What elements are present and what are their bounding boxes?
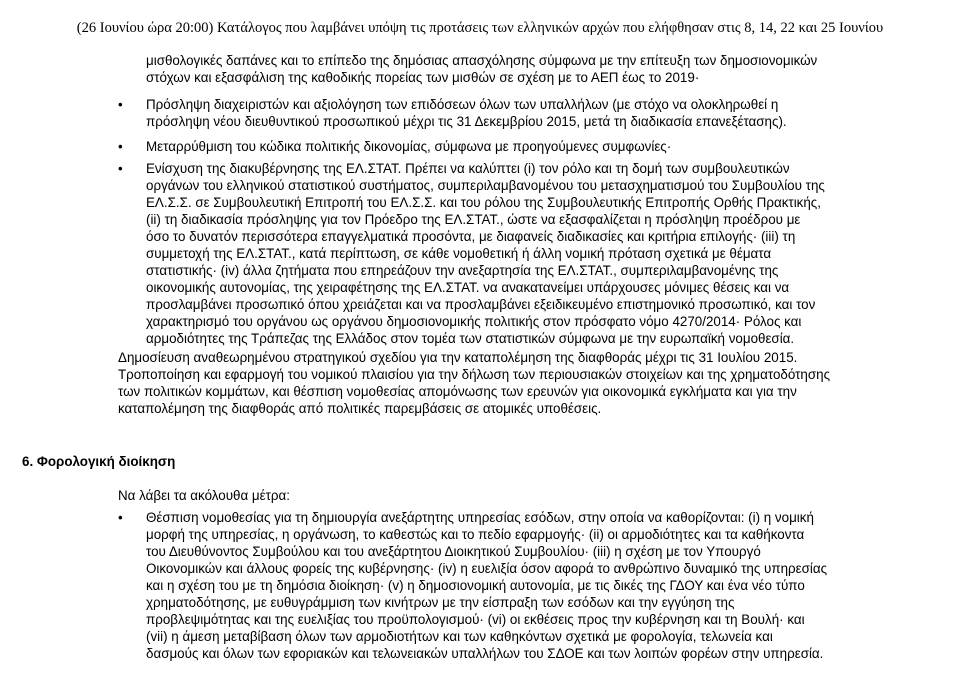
section-heading: 6. Φορολογική διοίκηση <box>22 454 176 469</box>
bullet-icon: • <box>118 97 123 112</box>
text-line: προσλαμβάνει προσωπικό όπου χρειάζεται και να προσλαμβάνει εξειδικευμένο επιστημονικό προσωπικό, και τον <box>146 297 816 312</box>
text-line: Ενίσχυση της διακυβέρνησης της ΕΛ.ΣΤΑΤ. Πρέπει να καλύπτει (i) τον ρόλο και τη δομή των συμβουλευτικών <box>146 161 790 176</box>
document-header: (26 Ιουνίου ώρα 20:00) Κατάλογος που λαμβάνει υπόψη τις προτάσεις των ελληνικών αρχών που ελήφθησαν στις 8, 14, 22 και 25 Ιουνίου <box>76 20 884 36</box>
text-line: αρμοδιότητες της Τράπεζας της Ελλάδος στον τομέα των στατιστικών σύμφωνα με την ευρωπαϊκή νομοθεσία. <box>146 331 795 346</box>
text-line: (vii) η άμεση μεταβίβαση όλων των αρμοδιοτήτων και των καθηκόντων σχετικά με φορολογία, τελωνεία και <box>146 629 773 644</box>
text-line: στατιστικής· (iv) άλλα ζητήματα που επηρεάζουν την ανεξαρτησία της ΕΛ.ΣΤΑΤ., συμπεριλαμβανομένης της <box>146 263 779 278</box>
text-line: πρόσληψη νέου διευθυντικού προσωπικού μέχρι τις 31 Δεκεμβρίου 2015, μετά τη διαδικασία επανεξέτασης). <box>146 114 787 129</box>
text-line: δασμούς και όλων των εφοριακών και τελωνειακών υπαλλήλων του ΣΔΟΕ και των λοιπών φορέων στην υπηρεσία. <box>146 646 824 661</box>
text-line: οικονομικής αυτονομίας, της χειραφέτησης της ΕΛ.ΣΤΑΤ. να ανακατανείμει υπάρχουσες μόνιμες θέσεις και να <box>146 280 790 295</box>
text-line: μορφή της υπηρεσίας, η οργάνωση, το καθεστώς και το πεδίο εφαρμογής· (ii) οι αρμοδιότητες και τα καθήκοντα <box>146 527 805 542</box>
text-line: στόχων και εξασφάλιση της καθοδικής πορείας των μισθών σε σχέση με το ΑΕΠ έως το 2019· <box>146 70 700 85</box>
text-line: καταπολέμηση της διαφθοράς από πολιτικές παρεμβάσεις σε ατομικές υποθέσεις. <box>118 401 602 416</box>
text-line: Δημοσίευση αναθεωρημένου στρατηγικού σχεδίου για την καταπολέμηση της διαφθοράς μέχρι τις 31 Ιουλίου 2015. <box>118 350 798 365</box>
text-line: οργάνων του ελληνικού στατιστικού συστήματος, συμπεριλαμβανομένου του μετασχηματισμού του Συμβουλίου της <box>146 178 825 193</box>
text-line: ΕΛ.Σ.Σ. σε Συμβουλευτική Επιτροπή του ΕΛ.Σ.Σ. και του ρόλου της Συμβουλευτικής Επιτροπής Ορθής Πρακτικής, <box>146 195 821 210</box>
text-line: χρηματοδότησης, με ευθυγράμμιση των κινήτρων με την είσπραξη των εσόδων και την εγγύηση της <box>146 595 735 610</box>
bullet-icon: • <box>118 139 123 154</box>
text-line: του Διευθύνοντος Συμβούλου και του ανεξάρτητου Διοικητικού Συμβουλίου· (iii) η σχέση με τον Υπουργό <box>146 544 761 559</box>
text-line: όσο το δυνατόν περισσότερα επαγγελματικά προσόντα, με διαφανείς διαδικασίες και κριτήρια επιλογής· (iii) τη <box>146 229 796 244</box>
bullet-icon: • <box>118 510 123 525</box>
anticorruption-paragraph <box>118 349 830 417</box>
text-line: (ii) τη διαδικασία πρόσληψης για τον Πρόεδρο της ΕΛ.ΣΤΑΤ., ώστε να εξασφαλίζεται η πρόσληψη προέδρου με <box>146 212 801 227</box>
text-line: των πολιτικών κομμάτων, και θέσπιση νομοθεσίας απομόνωσης των ερευνών για οικονομικά εγκλήματα και για την <box>118 384 797 399</box>
list-item <box>146 160 825 347</box>
continuation-text <box>146 52 817 86</box>
text-line: Οικονομικών και άλλους φορείς της κυβέρνησης· (iv) η ευελιξία όσον αφορά το ανθρώπινο δυναμικό της υπηρεσίας <box>146 561 828 576</box>
text-line: Πρόσληψη διαχειριστών και αξιολόγηση των επιδόσεων όλων των υπαλλήλων (με στόχο να ολοκληρωθεί η <box>146 97 779 112</box>
text-line: Θέσπιση νομοθεσίας για τη δημιουργία ανεξάρτητης υπηρεσίας εσόδων, στην οποία να καθορίζονται: (i) η νομική <box>146 510 814 525</box>
list-item <box>146 96 787 130</box>
text-line: και η σχέση του με τη δημόσια διοίκηση· (v) η δημοσιονομική αυτονομία, με τις δικές της ΓΔΟΥ και ένα νέο τύπο <box>146 578 805 593</box>
text-line: συμμετοχή της ΕΛ.ΣΤΑΤ., κατά περίπτωση, σε κάθε νομοθετική ή άλλη νομική πρόταση σχετικά με θέματα <box>146 246 772 261</box>
text-line: χαρακτηρισμό του οργάνου ως οργάνου δημοσιονομικής πολιτικής στον πρόσφατο νόμο 4270/2014· Ρόλος και <box>146 314 802 329</box>
section-intro: Να λάβει τα ακόλουθα μέτρα: <box>118 488 290 503</box>
text-line: Τροποποίηση και εφαρμογή του νομικού πλαισίου για την δήλωση των περιουσιακών στοιχείων και της χρηματοδότησης <box>118 367 831 382</box>
text-line: μισθολογικές δαπάνες και το επίπεδο της δημόσιας απασχόλησης σύμφωνα με την επίτευξη των δημοσιονομικών <box>146 53 818 68</box>
text-line: Μεταρρύθμιση του κώδικα πολιτικής δικονομίας, σύμφωνα με προηγούμενες συμφωνίες· <box>146 139 672 154</box>
text-line: προβλεψιμότητας και της ευελιξίας του προϋπολογισμού· (vi) οι εκθέσεις προς την κυβέρνηση και τη Βουλή· και <box>146 612 805 627</box>
list-item <box>146 509 827 662</box>
bullet-icon: • <box>118 161 123 176</box>
list-item <box>146 138 671 155</box>
